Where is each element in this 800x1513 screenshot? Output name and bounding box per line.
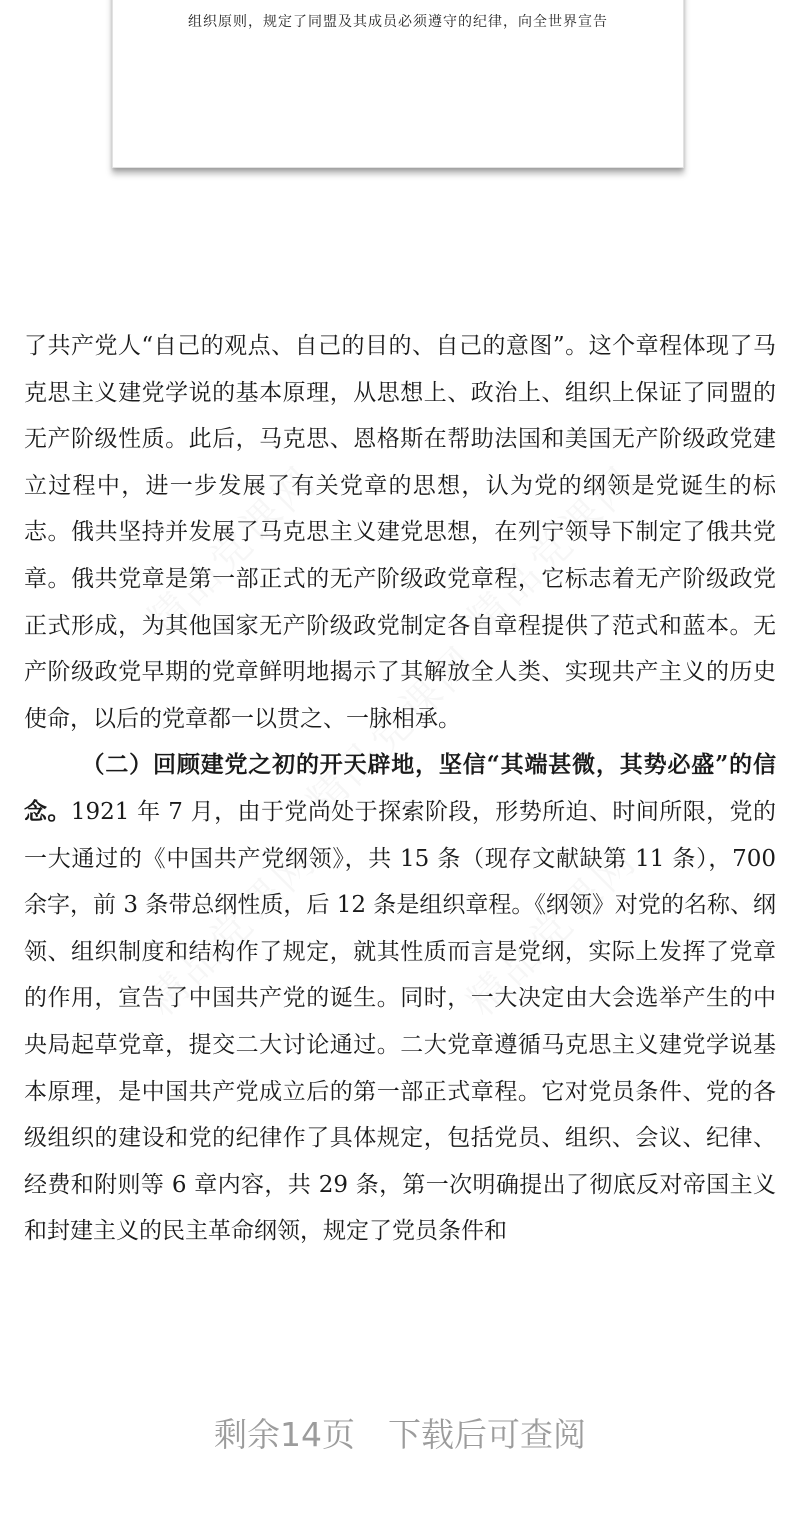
previous-page-card bbox=[112, 0, 684, 168]
paragraph: 了共产党人“自己的观点、自己的目的、自己的意图”。这个章程体现了马克思主义建党学说的基本原理，从思想上、政治上、组织上保证了同盟的无产阶级性质。此后，马克思、恩格斯在帮助法国和美国无产阶级政党建立过程中，进一步发展了有关党章的思想，认为党的纲领是党诞生的标志。俄共坚持并发展了马克思主义建党思想，在列宁领导下制定了俄共党章。俄共党章是第一部正式的无产阶级政党章程，它标志着无产阶级政党正式形成，为其他国家无产阶级政党制定各自章程提供了范式和蓝本。无产阶级政党早期的党章鲜明地揭示了其解放全人类、实现共产主义的历史使命，以后的党章都一以贯之、一脉相承。 bbox=[24, 333, 776, 732]
document-body bbox=[24, 323, 776, 1255]
remaining-pages-label[interactable]: 剩余14页 bbox=[213, 1415, 355, 1454]
section-heading: （二）回顾建党之初的开天辟地，坚信“其端甚微，其势必盛”的信念。 bbox=[24, 751, 776, 825]
download-hint-label[interactable]: 下载后可查阅 bbox=[388, 1415, 587, 1454]
previous-page-caption: 组织原则，规定了同盟及其成员必须遵守的纪律，向全世界宣告 bbox=[188, 14, 608, 30]
download-prompt-bar[interactable] bbox=[0, 1400, 800, 1470]
paragraph bbox=[24, 742, 776, 1255]
paragraph-body: 1921 年 7 月，由于党尚处于探索阶段，形势所迫、时间所限，党的一大通过的《中国共产党纲领》，共 15 条（现存文献缺第 11 条），700 余字，前 3 条带总纲性质，后 12 条是组织章程。《纲领》对党的名称、纲领、组织制度和结构作了规定，就其性质而言是党纲，实际上发挥了党章的作用，宣告了中国共产党的诞生。同时，一大决定由大会选举产生的中央局起草党章，提交二大讨论通过。二大党章遵循马克思主义建党学说基本原理，是中国共产党成立后的第一部正式章程。它对党员条件、党的各级组织的建设和党的纪律作了具体规定，包括党员、组织、会议、纪律、经费和附则等 6 章内容，共 29 条，第一次明确提出了彻底反对帝国主义和封建主义的民主革命纲领，规定了党员条件和 bbox=[24, 798, 776, 1245]
